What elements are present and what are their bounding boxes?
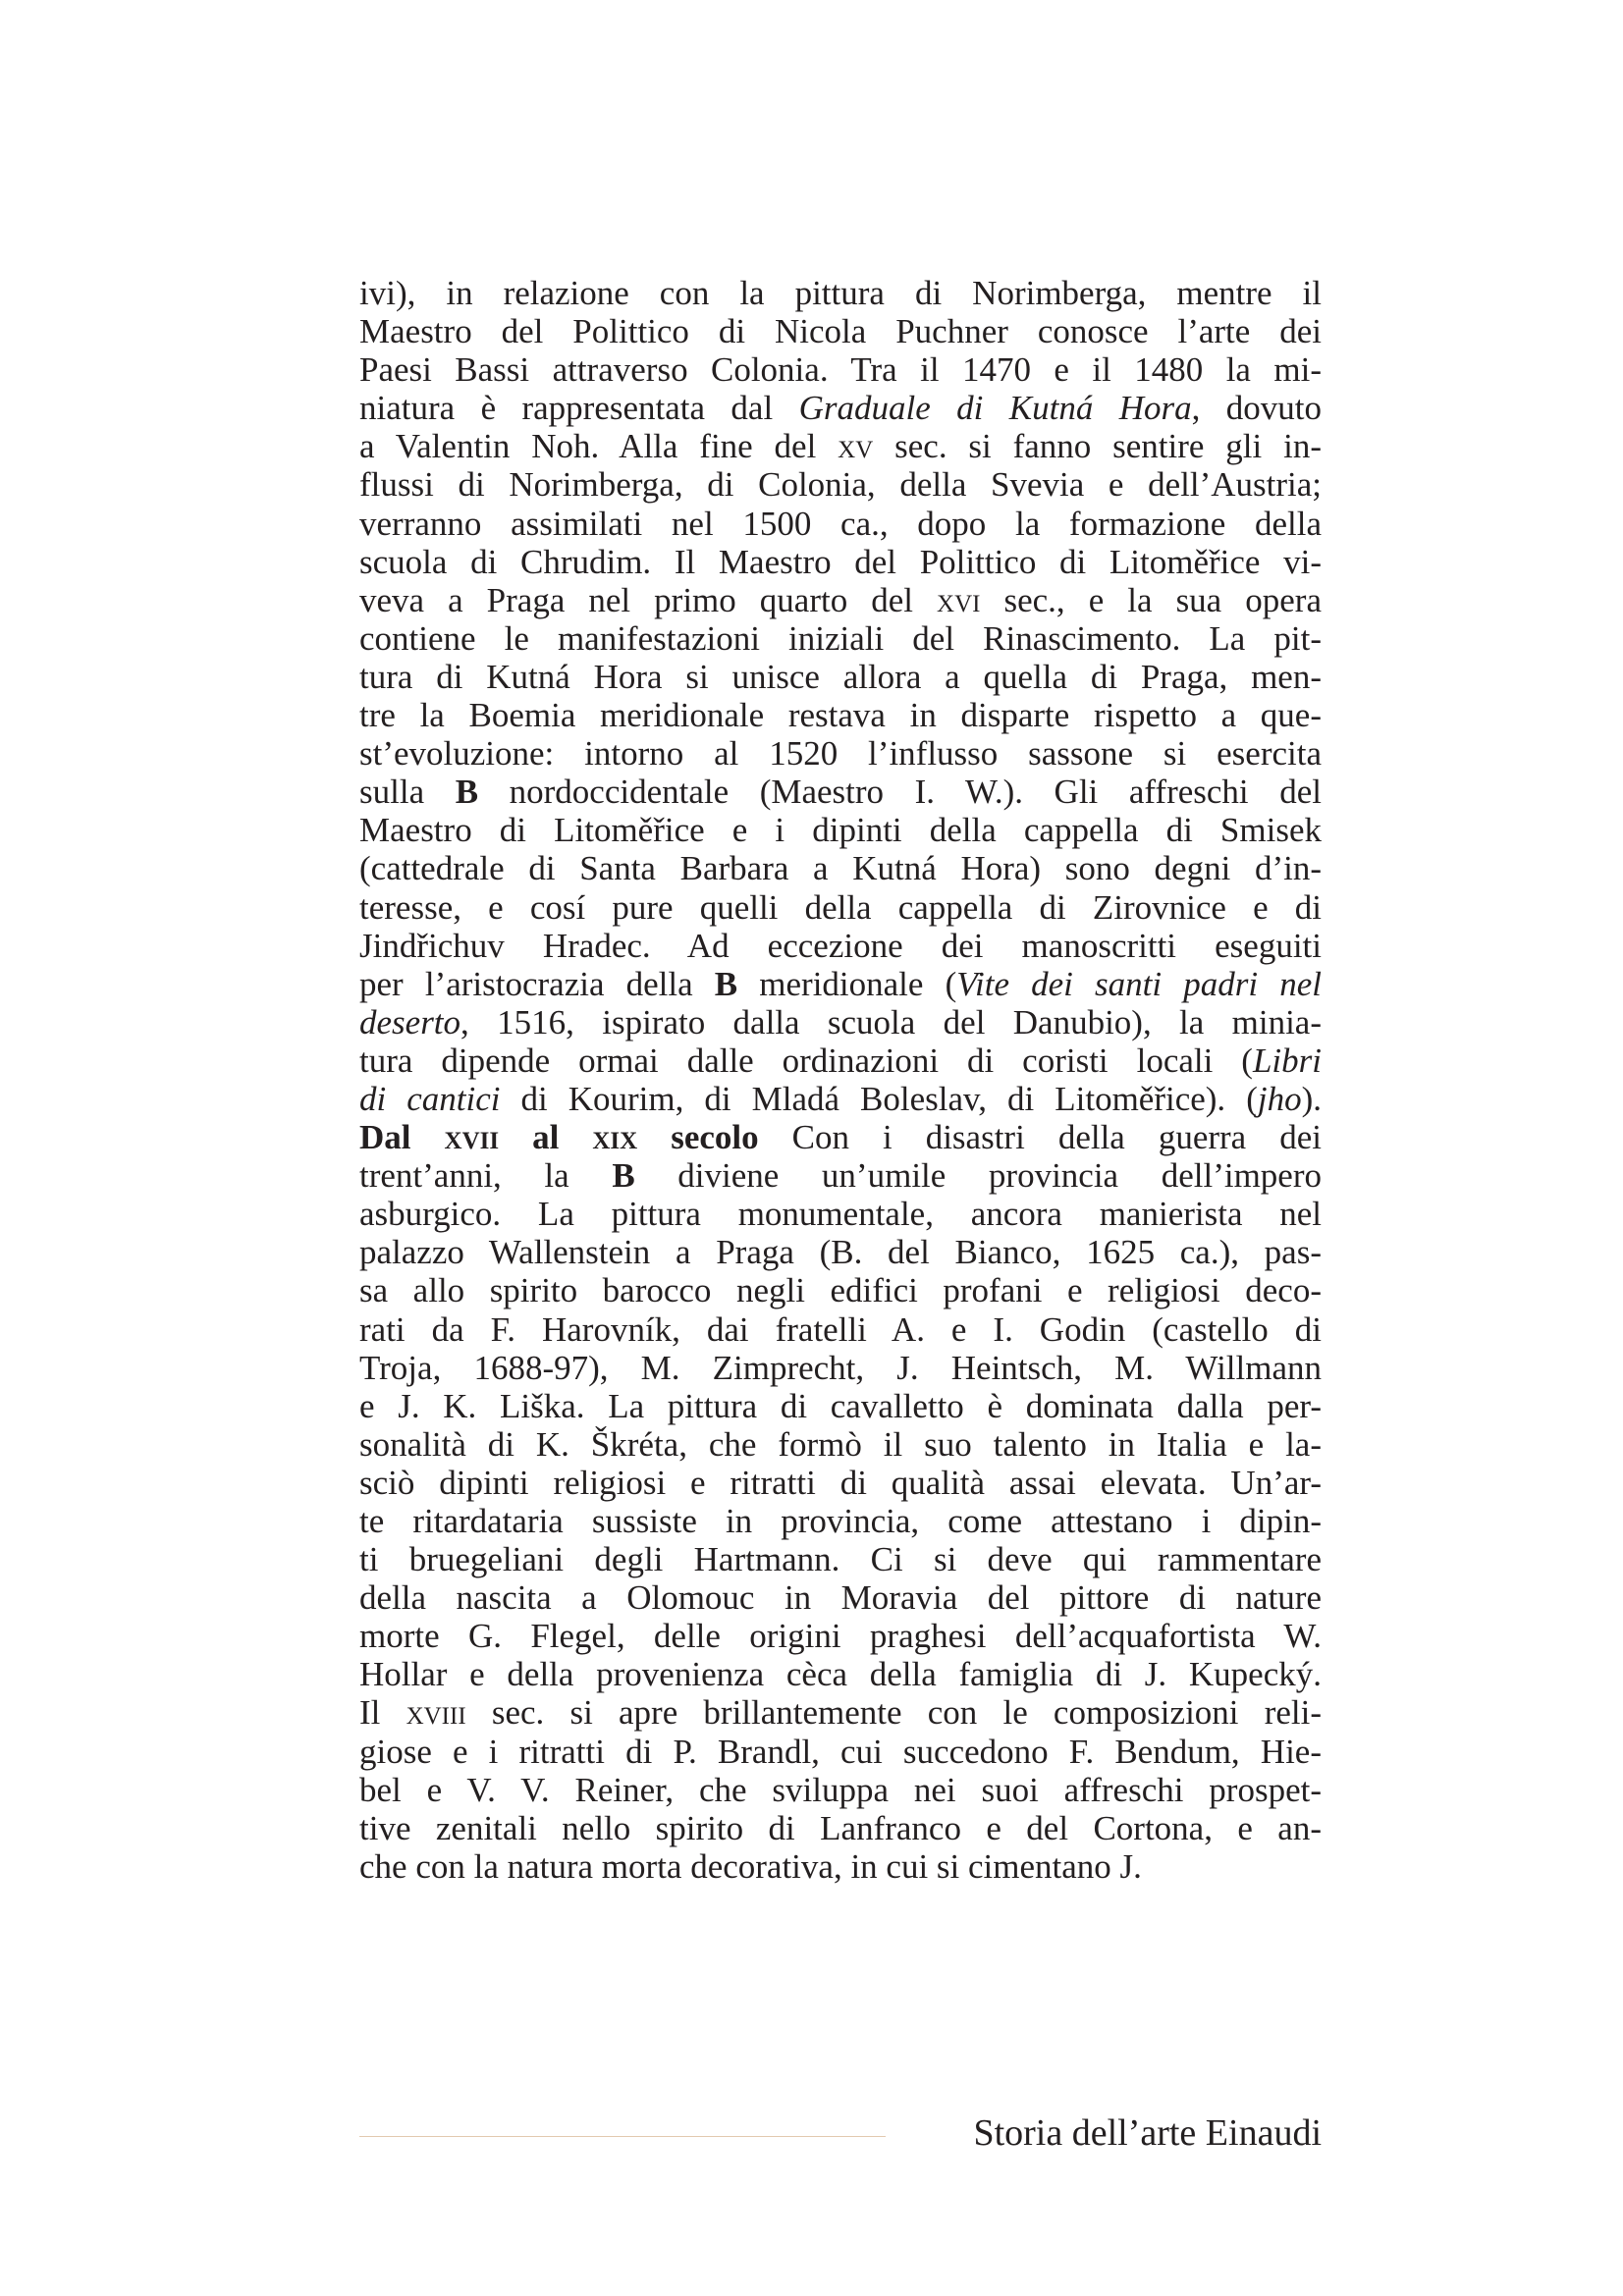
text-run: niatura è rappresentata dal (359, 389, 799, 428)
text-run: sonalità di K. Škréta, che formò il suo talento in Italia e la- (359, 1424, 1322, 1464)
text-line (359, 1041, 1322, 1080)
text-line (359, 389, 1322, 427)
text-run: contiene le manifestazioni iniziali del Rinascimento. La pit- (359, 618, 1322, 658)
text-run: tre la Boemia meridionale restava in disparte rispetto a que- (359, 696, 1322, 735)
text-run: tura di Kutná Hora si unisce allora a quella di Praga, men- (359, 657, 1322, 696)
text-run: , dovuto (1191, 389, 1322, 428)
text-line (359, 773, 1322, 811)
text-run: bel e V. V. Reiner, che sviluppa nei suoi affreschi prospet- (359, 1770, 1322, 1809)
text-run: ). (1301, 1079, 1322, 1118)
text-run: palazzo Wallenstein a Praga (B. del Bianco, 1625 ca.), pas- (359, 1233, 1322, 1272)
text-run: Vite dei santi padri nel (956, 964, 1322, 1003)
text-run: Graduale di Kutná Hora (798, 389, 1192, 428)
text-run: , 1516, ispirato dalla scuola del Danubio), la minia- (460, 1002, 1322, 1041)
text-run: Maestro del Polittico di Nicola Puchner conosce l’arte dei (359, 312, 1322, 351)
text-run: st’evoluzione: intorno al 1520 l’influsso sassone si esercita (359, 734, 1322, 774)
text-run: (cattedrale di Santa Barbara a Kutná Hora) sono degni d’in- (359, 849, 1322, 888)
text-run: nordoccidentale (Maestro I. W.). Gli affreschi del (478, 773, 1322, 812)
text-run: Dal (359, 1118, 445, 1157)
text-run: xix (592, 1118, 638, 1157)
text-run: sec. si fanno sentire gli in- (873, 427, 1322, 466)
text-line (359, 1464, 1322, 1502)
text-line (359, 312, 1322, 350)
text-line (359, 1233, 1322, 1271)
text-run: Hollar e della provenienza cèca della famiglia di J. Kupecký. (359, 1655, 1322, 1694)
text-line (359, 1540, 1322, 1578)
text-run: xv (838, 427, 874, 466)
text-run: teresse, e cosí pure quelli della cappella di Zirovnice e di (359, 887, 1322, 927)
text-line (359, 465, 1322, 504)
body-text (359, 274, 1322, 1886)
text-line (359, 849, 1322, 887)
text-run: deserto (359, 1002, 461, 1041)
text-run: B (612, 1156, 635, 1196)
text-line (359, 1693, 1322, 1732)
text-line (359, 619, 1322, 658)
text-line (359, 1578, 1322, 1617)
text-run: Jindřichuv Hradec. Ad eccezione dei manoscritti eseguiti (359, 926, 1322, 965)
text-run: al (499, 1118, 593, 1157)
text-run: trent’anni, la (359, 1156, 613, 1196)
text-line (359, 734, 1322, 773)
text-line (359, 1118, 1322, 1156)
text-run: te ritardataria sussiste in provincia, come attestano i dipin- (359, 1502, 1322, 1540)
text-run: e J. K. Liška. La pittura di cavalletto è dominata dalla per- (359, 1386, 1322, 1425)
text-line (359, 1502, 1322, 1540)
text-run: meridionale ( (737, 964, 957, 1003)
text-line (359, 543, 1322, 581)
text-line (359, 1349, 1322, 1387)
text-run: flussi di Norimberga, di Colonia, della Svevia e dell’Austria; (359, 465, 1322, 505)
text-run: B (455, 773, 479, 812)
footer-rule (359, 2136, 886, 2137)
text-line (359, 1617, 1322, 1655)
text-line (359, 811, 1322, 849)
text-run: sec., e la sua opera (980, 580, 1322, 619)
text-run: Troja, 1688-97), M. Zimprecht, J. Heintsch, M. Willmann (359, 1348, 1322, 1387)
text-line (359, 1733, 1322, 1771)
text-run: della nascita a Olomouc in Moravia del pittore di nature (359, 1578, 1322, 1618)
text-run: Maestro di Litoměřice e i dipinti della cappella di Smisek (359, 811, 1322, 850)
text-run: morte G. Flegel, delle origini praghesi dell’acquafortista W. (359, 1617, 1322, 1656)
text-run: asburgico. La pittura monumentale, ancora manierista nel (359, 1195, 1322, 1234)
text-line (359, 1425, 1322, 1464)
text-run: che con la natura morta decorativa, in cui si cimentano J. (359, 1846, 1142, 1886)
text-line (359, 658, 1322, 696)
text-run: sa allo spirito barocco negli edifici profani e religiosi deco- (359, 1271, 1322, 1310)
text-run: verranno assimilati nel 1500 ca., dopo la formazione della (359, 504, 1322, 543)
text-line (359, 1271, 1322, 1309)
footer-title: Storia dell’arte Einaudi (973, 2112, 1322, 2154)
text-run: diviene un’umile provincia dell’impero (634, 1156, 1322, 1196)
text-line (359, 1195, 1322, 1233)
text-run: B (714, 964, 738, 1003)
text-run: di cantici (359, 1079, 501, 1118)
text-line (359, 1655, 1322, 1693)
text-run: xviii (406, 1693, 466, 1733)
text-run: rati da F. Harovník, dai fratelli A. e I. Godin (castello di (359, 1309, 1322, 1349)
text-line (359, 888, 1322, 927)
text-run: ti bruegeliani degli Hartmann. Ci si deve qui rammentare (359, 1540, 1322, 1579)
text-line (359, 1080, 1322, 1118)
text-run: scuola di Chrudim. Il Maestro del Polittico di Litoměřice vi- (359, 542, 1322, 581)
text-line (359, 1847, 1322, 1886)
text-run: Paesi Bassi attraverso Colonia. Tra il 1470 e il 1480 la mi- (359, 350, 1322, 390)
text-run: Libri (1252, 1041, 1322, 1080)
text-line (359, 581, 1322, 619)
text-line (359, 927, 1322, 965)
text-line (359, 1003, 1322, 1041)
text-run: ivi), in relazione con la pittura di Norimberga, mentre il (359, 274, 1322, 312)
text-run: xvii (444, 1118, 500, 1157)
text-run: sec. si apre brillantemente con le composizioni reli- (465, 1693, 1322, 1733)
text-line (359, 505, 1322, 543)
text-line (359, 1156, 1322, 1195)
text-line (359, 696, 1322, 734)
text-line (359, 1387, 1322, 1425)
text-line (359, 1809, 1322, 1847)
text-run: sulla (359, 773, 456, 812)
text-line (359, 1771, 1322, 1809)
text-run: jho (1257, 1079, 1302, 1118)
text-run: tura dipende ormai dalle ordinazioni di coristi locali ( (359, 1041, 1253, 1080)
text-run: Il (359, 1693, 406, 1733)
text-run: a Valentin Noh. Alla fine del (359, 427, 839, 466)
text-run: di Kourim, di Mladá Boleslav, di Litoměřice). ( (500, 1079, 1258, 1118)
text-line (359, 427, 1322, 465)
text-line (359, 274, 1322, 312)
text-run: per l’aristocrazia della (359, 964, 715, 1003)
text-run: sciò dipinti religiosi e ritratti di qualità assai elevata. Un’ar- (359, 1463, 1322, 1502)
text-line (359, 1310, 1322, 1349)
text-run: Con i disastri della guerra dei (758, 1118, 1322, 1157)
text-run: tive zenitali nello spirito di Lanfranco e del Cortona, e an- (359, 1808, 1322, 1847)
text-line (359, 965, 1322, 1003)
text-run: veva a Praga nel primo quarto del (359, 580, 938, 619)
text-line (359, 350, 1322, 389)
text-run: giose e i ritratti di P. Brandl, cui succedono F. Bendum, Hie- (359, 1732, 1322, 1771)
text-run: xvi (937, 580, 981, 619)
text-run: secolo (637, 1118, 759, 1157)
